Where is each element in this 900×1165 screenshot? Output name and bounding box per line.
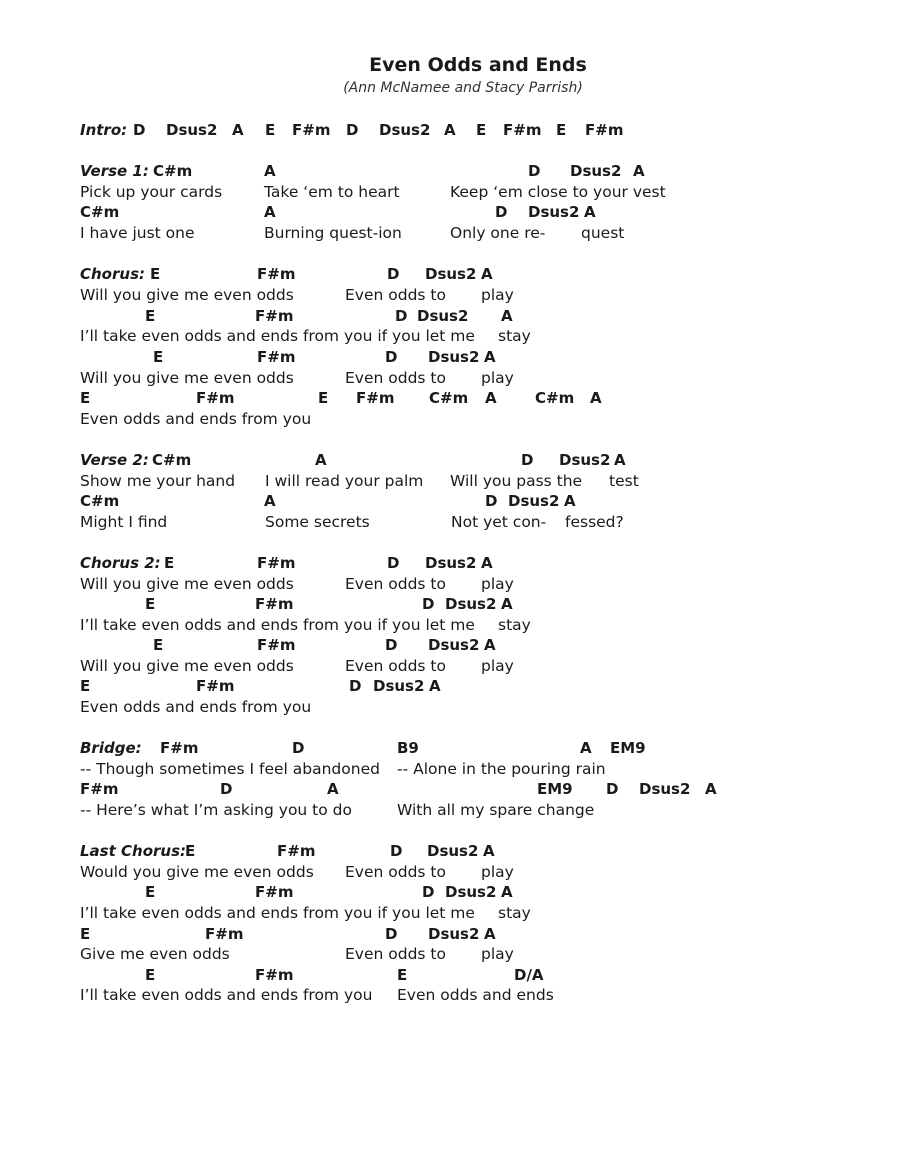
chord: A — [264, 203, 276, 221]
chord: Dsus2 — [373, 677, 425, 695]
chord: D — [521, 451, 534, 469]
chord: EM9 — [610, 739, 646, 757]
lyric-segment: stay — [498, 904, 531, 922]
lyric-segment: play — [481, 945, 514, 963]
chord: D — [292, 739, 305, 757]
lyric-segment: Take ‘em to heart — [264, 183, 400, 201]
chord: Dsus2 — [508, 492, 560, 510]
chord: E — [556, 121, 567, 139]
chord: E — [265, 121, 276, 139]
chord: A — [614, 451, 626, 469]
chord: A — [501, 307, 513, 325]
section-label: Last Chorus: — [80, 842, 186, 860]
lyric-segment: Give me even odds — [80, 945, 230, 963]
chorus1-chord-line — [0, 264, 900, 284]
last-chorus-lyric-line — [0, 985, 900, 1005]
section-label: Chorus: — [80, 265, 145, 283]
chord: C#m — [535, 389, 575, 407]
chord: A — [485, 389, 497, 407]
chord: Dsus2 — [570, 162, 622, 180]
lyric-segment: play — [481, 369, 514, 387]
chord: F#m — [257, 348, 296, 366]
lyric-segment: stay — [498, 327, 531, 345]
chord: D — [422, 595, 435, 613]
chord: F#m — [257, 554, 296, 572]
chord: Dsus2 — [428, 348, 480, 366]
chord: E — [164, 554, 175, 572]
chord: F#m — [255, 966, 294, 984]
chord: A — [444, 121, 456, 139]
lyric-segment: Even odds to — [345, 575, 446, 593]
chorus2-lyric-line — [0, 697, 900, 717]
chord: D — [528, 162, 541, 180]
lyric-segment: I’ll take even odds and ends from you if you let me — [80, 904, 475, 922]
chorus2-chord-line — [0, 676, 900, 696]
chord: F#m — [255, 883, 294, 901]
chord: A — [483, 842, 495, 860]
lyric-segment: Even odds to — [345, 369, 446, 387]
lyric-segment: Burning quest-ion — [264, 224, 402, 242]
lyric-segment: Pick up your cards — [80, 183, 223, 201]
chord: E — [397, 966, 408, 984]
chord: E — [145, 966, 156, 984]
verse2-lyric-line — [0, 471, 900, 491]
verse1-lyric-line — [0, 223, 900, 243]
lyric-segment: Will you give me even odds — [80, 369, 294, 387]
chord: E — [476, 121, 487, 139]
lyric-segment: -- Though sometimes I feel abandoned — [80, 760, 380, 778]
chord: E — [153, 348, 164, 366]
chord: D — [495, 203, 508, 221]
chord: D — [385, 925, 398, 943]
chord: A — [484, 925, 496, 943]
chord: Dsus2 — [559, 451, 611, 469]
chord: F#m — [257, 265, 296, 283]
chord: F#m — [292, 121, 331, 139]
chord: A — [590, 389, 602, 407]
intro-chord-line — [0, 120, 900, 140]
lyric-segment: Would you give me even odds — [80, 863, 314, 881]
chord: Dsus2 — [445, 595, 497, 613]
lyric-segment: I will read your palm — [265, 472, 424, 490]
lyric-segment: play — [481, 575, 514, 593]
verse2-lyric-line — [0, 512, 900, 532]
lyric-segment: Show me your hand — [80, 472, 236, 490]
chord: F#m — [80, 780, 119, 798]
chord: A — [705, 780, 717, 798]
chord: C#m — [80, 203, 120, 221]
chorus2-chord-line — [0, 594, 900, 614]
section-label: Verse 1: — [80, 162, 149, 180]
lyric-segment: Only one re- — [450, 224, 546, 242]
chord: E — [145, 595, 156, 613]
chord: D — [606, 780, 619, 798]
chord: D — [422, 883, 435, 901]
verse2-chord-line — [0, 450, 900, 470]
chord: E — [145, 883, 156, 901]
lyric-segment: I’ll take even odds and ends from you if you let me — [80, 616, 475, 634]
chord: E — [80, 677, 91, 695]
chord: Dsus2 — [428, 636, 480, 654]
lyric-segment: Will you give me even odds — [80, 657, 294, 675]
chord: E — [153, 636, 164, 654]
chorus1-lyric-line — [0, 326, 900, 346]
section-label: Bridge: — [80, 739, 142, 757]
chorus2-lyric-line — [0, 615, 900, 635]
lyric-segment: Even odds and ends from you — [80, 698, 312, 716]
last-chorus-lyric-line — [0, 903, 900, 923]
chord: Dsus2 — [427, 842, 479, 860]
chord: Dsus2 — [428, 925, 480, 943]
lyric-segment: I’ll take even odds and ends from you — [80, 986, 373, 1004]
chord: E — [80, 389, 91, 407]
lyric-segment: Even odds to — [345, 945, 446, 963]
chord: Dsus2 — [425, 554, 477, 572]
chord: A — [501, 883, 513, 901]
chord: Dsus2 — [166, 121, 218, 139]
last-chorus-lyric-line — [0, 862, 900, 882]
lyric-segment: With all my spare change — [397, 801, 595, 819]
chord: D — [390, 842, 403, 860]
chord: D — [387, 554, 400, 572]
chord: D — [220, 780, 233, 798]
chord: Dsus2 — [639, 780, 691, 798]
chord: D — [485, 492, 498, 510]
last-chorus-chord-line — [0, 841, 900, 861]
verse1-lyric-line — [0, 182, 900, 202]
chorus1-lyric-line — [0, 409, 900, 429]
chord: C#m — [429, 389, 469, 407]
chord: A — [232, 121, 244, 139]
chord: F#m — [255, 595, 294, 613]
lyric-segment: Will you pass the — [450, 472, 583, 490]
chord: F#m — [196, 389, 235, 407]
chord: D — [395, 307, 408, 325]
chord: F#m — [196, 677, 235, 695]
chorus1-chord-line — [0, 347, 900, 367]
chord: A — [580, 739, 592, 757]
last-chorus-lyric-line — [0, 944, 900, 964]
lyric-segment: Will you give me even odds — [80, 286, 294, 304]
bridge-chord-line — [0, 779, 900, 799]
lyric-segment: fessed? — [565, 513, 624, 531]
verse2-chord-line — [0, 491, 900, 511]
chord: A — [481, 265, 493, 283]
chord: C#m — [152, 451, 192, 469]
chord: A — [429, 677, 441, 695]
lyric-segment: Even odds to — [345, 657, 446, 675]
chorus2-chord-line — [0, 553, 900, 573]
bridge-chord-line — [0, 738, 900, 758]
lyric-segment: Some secrets — [265, 513, 370, 531]
lyric-segment: test — [609, 472, 639, 490]
chord: A — [584, 203, 596, 221]
lyric-segment: Might I find — [80, 513, 168, 531]
song-credits: (Ann McNamee and Stacy Parrish) — [343, 80, 583, 96]
lyric-segment: I have just one — [80, 224, 195, 242]
chord: E — [145, 307, 156, 325]
chord: A — [501, 595, 513, 613]
chord: F#m — [257, 636, 296, 654]
lyric-segment: Will you give me even odds — [80, 575, 294, 593]
chord: E — [185, 842, 196, 860]
chord: E — [150, 265, 161, 283]
chord: F#m — [585, 121, 624, 139]
chord: C#m — [153, 162, 193, 180]
chord: Dsus2 — [425, 265, 477, 283]
chord: D/A — [514, 966, 544, 984]
chord: A — [264, 162, 276, 180]
chorus2-lyric-line — [0, 656, 900, 676]
lyric-segment: Even odds and ends — [397, 986, 554, 1004]
chord: D — [385, 348, 398, 366]
chord: Dsus2 — [379, 121, 431, 139]
chord: F#m — [277, 842, 316, 860]
chord: D — [133, 121, 146, 139]
lyric-segment: play — [481, 657, 514, 675]
chord: A — [315, 451, 327, 469]
chord: D — [346, 121, 359, 139]
verse1-chord-line — [0, 161, 900, 181]
chord: A — [481, 554, 493, 572]
chord: E — [80, 925, 91, 943]
lyric-segment: Even odds to — [345, 863, 446, 881]
bridge-lyric-line — [0, 800, 900, 820]
chorus2-lyric-line — [0, 574, 900, 594]
chord: B9 — [397, 739, 419, 757]
chord: EM9 — [537, 780, 573, 798]
chord: Dsus2 — [528, 203, 580, 221]
last-chorus-chord-line — [0, 882, 900, 902]
lyric-segment: Even odds to — [345, 286, 446, 304]
chord: F#m — [205, 925, 244, 943]
chord: D — [385, 636, 398, 654]
chord: A — [633, 162, 645, 180]
chord: A — [264, 492, 276, 510]
chorus2-chord-line — [0, 635, 900, 655]
lyric-segment: -- Alone in the pouring rain — [397, 760, 606, 778]
chorus1-chord-line — [0, 306, 900, 326]
verse1-chord-line — [0, 202, 900, 222]
chord: A — [484, 348, 496, 366]
chord: E — [318, 389, 329, 407]
section-label: Verse 2: — [80, 451, 149, 469]
lyric-segment: quest — [581, 224, 625, 242]
chorus1-lyric-line — [0, 368, 900, 388]
chord: A — [484, 636, 496, 654]
chord: A — [327, 780, 339, 798]
chord: A — [564, 492, 576, 510]
chorus1-lyric-line — [0, 285, 900, 305]
lyric-segment: Not yet con- — [451, 513, 547, 531]
lyric-segment: play — [481, 863, 514, 881]
lyric-segment: Keep ‘em close to your vest — [450, 183, 666, 201]
last-chorus-chord-line — [0, 924, 900, 944]
chorus1-chord-line — [0, 388, 900, 408]
section-label: Chorus 2: — [80, 554, 161, 572]
chord: C#m — [80, 492, 120, 510]
chord: Dsus2 — [417, 307, 469, 325]
lyric-segment: Even odds and ends from you — [80, 410, 312, 428]
bridge-lyric-line — [0, 759, 900, 779]
chord: D — [387, 265, 400, 283]
chord: F#m — [356, 389, 395, 407]
lyric-segment: stay — [498, 616, 531, 634]
chord: F#m — [160, 739, 199, 757]
lyric-segment: -- Here’s what I’m asking you to do — [80, 801, 352, 819]
chord: F#m — [255, 307, 294, 325]
chord: Dsus2 — [445, 883, 497, 901]
lyric-segment: play — [481, 286, 514, 304]
last-chorus-chord-line — [0, 965, 900, 985]
lyric-segment: I’ll take even odds and ends from you if you let me — [80, 327, 475, 345]
section-label: Intro: — [80, 121, 128, 139]
chord: F#m — [503, 121, 542, 139]
song-title: Even Odds and Ends — [369, 54, 587, 76]
chord: D — [349, 677, 362, 695]
